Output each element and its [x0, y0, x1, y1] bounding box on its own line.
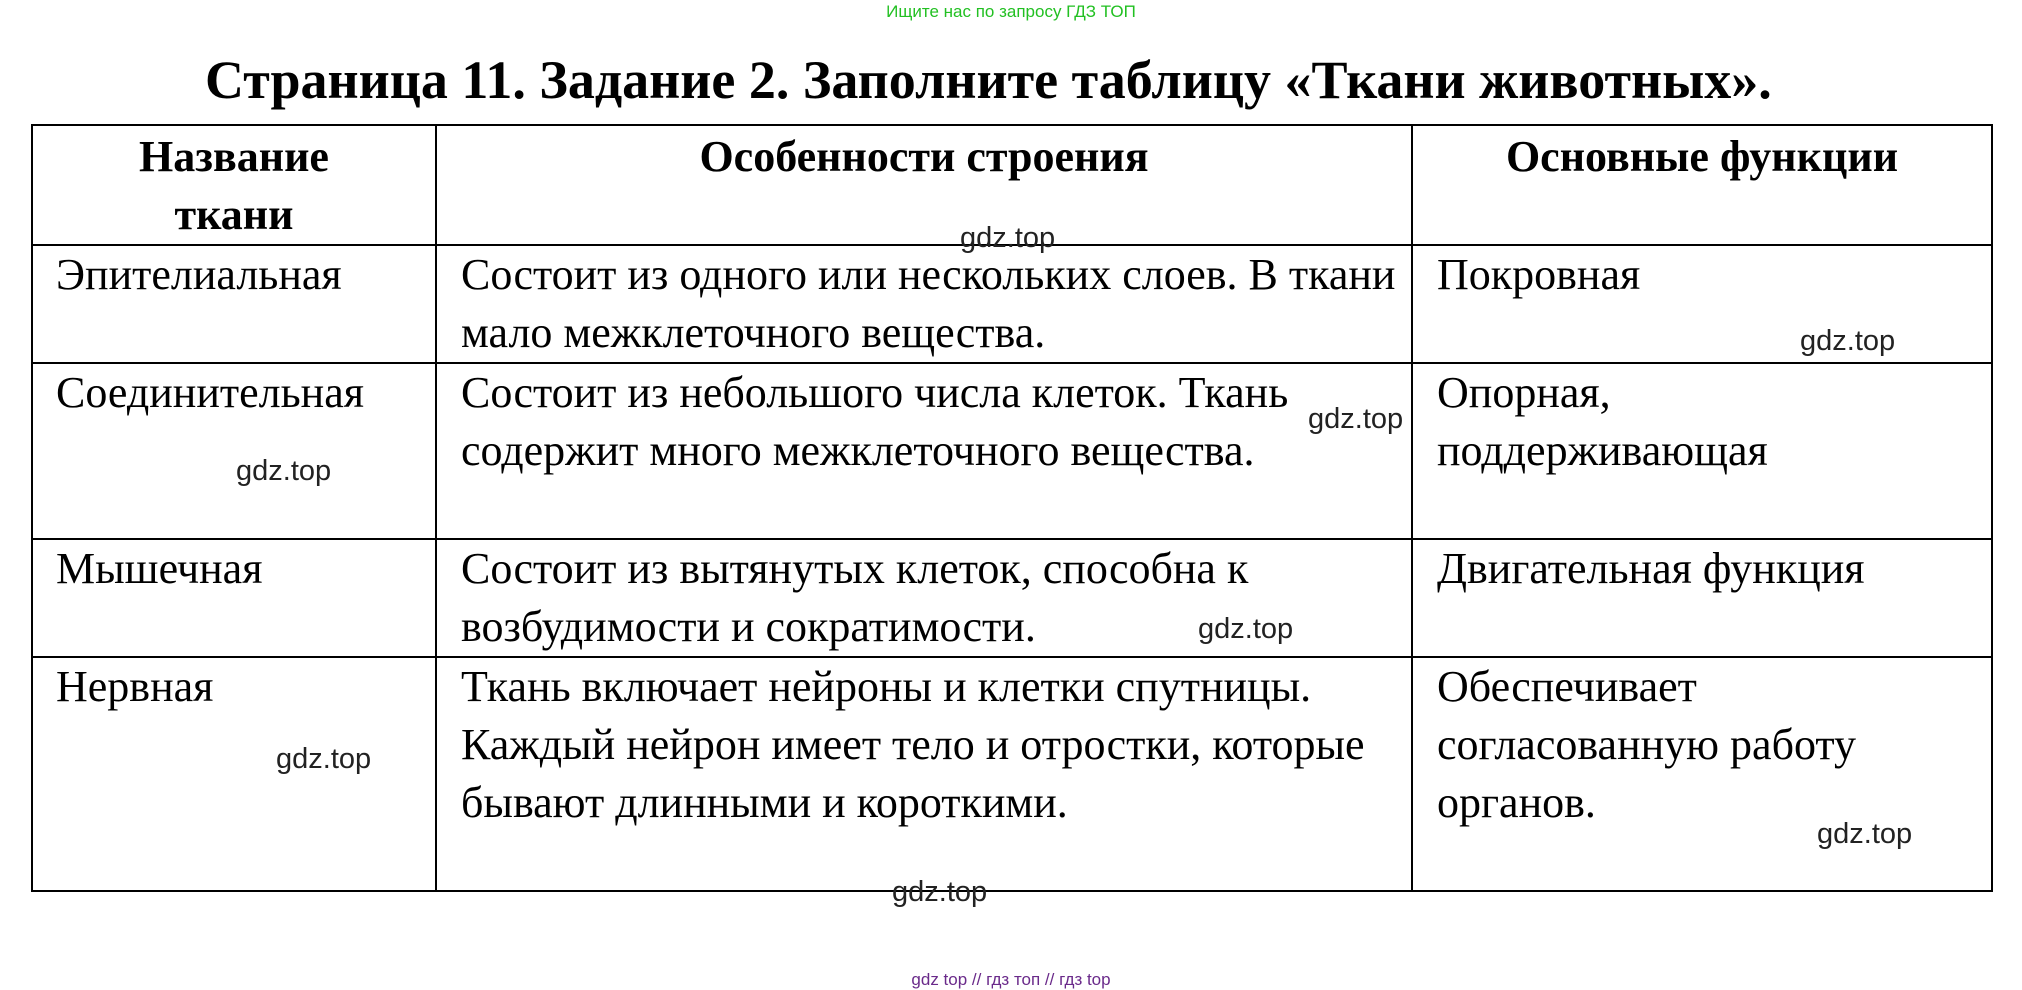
watermark-text: gdz.top	[236, 455, 332, 487]
search-hint-link[interactable]: Ищите нас по запросу ГДЗ ТОП	[886, 2, 1136, 21]
watermark-text: gdz.top	[892, 876, 988, 908]
tissue-structure: Состоит из одного или нескольких слоев. В ткани мало межклеточного вещества.	[436, 245, 1412, 363]
tissue-name: Эпителиальная	[32, 245, 436, 363]
page-title: Страница 11. Задание 2. Заполните таблицу «Ткани животных».	[205, 50, 1772, 110]
tissue-function: Покровная	[1412, 245, 1992, 363]
tissue-name: Нервная	[32, 657, 436, 891]
watermark-text: gdz.top	[276, 743, 372, 775]
tissue-structure: Состоит из небольшого числа клеток. Ткань содержит много межклеточного вещества.	[436, 363, 1412, 539]
watermark-text: gdz.top	[960, 222, 1056, 254]
tissue-name: Мышечная	[32, 539, 436, 657]
watermark-text: gdz.top	[1800, 325, 1896, 357]
column-header-name: Название ткани	[32, 125, 436, 245]
watermark-text: gdz.top	[1817, 818, 1913, 850]
tissue-function: Обеспечивает согласованную работу органов.	[1412, 657, 1992, 891]
watermark-text: gdz.top	[1308, 403, 1404, 435]
table-row	[32, 539, 1992, 657]
table-row	[32, 245, 1992, 363]
tissue-structure: Состоит из вытянутых клеток, способна к возбудимости и сократимости.	[436, 539, 1412, 657]
tissue-function: Двигательная функция	[1412, 539, 1992, 657]
tissue-function: Опорная, поддерживающая	[1412, 363, 1992, 539]
table-row	[32, 363, 1992, 539]
tissue-name: Соединительная	[32, 363, 436, 539]
footer-links[interactable]: gdz top // гдз топ // гдз top	[911, 970, 1111, 989]
column-header-structure: Особенности строения	[436, 125, 1412, 245]
watermark-text: gdz.top	[1198, 613, 1294, 645]
column-header-function: Основные функции	[1412, 125, 1992, 245]
tissue-structure: Ткань включает нейроны и клетки спутницы. Каждый нейрон имеет тело и отростки, которые бывают длинными и короткими.	[436, 657, 1412, 891]
